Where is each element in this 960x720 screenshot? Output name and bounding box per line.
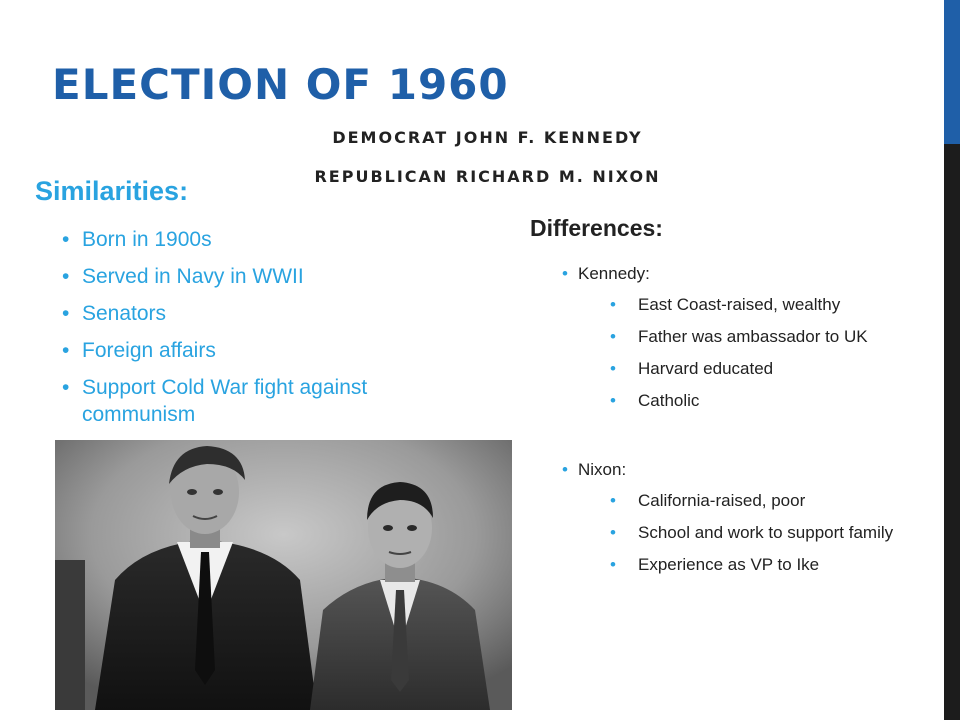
kennedy-differences bbox=[562, 262, 882, 422]
right-accent-bar-dark bbox=[944, 144, 960, 720]
bullet-icon: • bbox=[610, 327, 616, 346]
nixon-eye-left bbox=[383, 525, 393, 531]
bullet-icon: • bbox=[610, 491, 616, 510]
slide-title: ELECTION OF 1960 bbox=[52, 60, 509, 109]
kennedy-nixon-photo bbox=[55, 440, 512, 710]
list-item: • School and work to support family bbox=[610, 523, 894, 542]
kennedy-list bbox=[610, 294, 930, 412]
kennedy-eye-right bbox=[213, 489, 223, 495]
list-item: • Served in Navy in WWII bbox=[62, 265, 304, 288]
bullet-icon: • bbox=[610, 295, 616, 314]
list-item: • Experience as VP to Ike bbox=[610, 555, 820, 574]
bullet-icon: • bbox=[62, 265, 70, 288]
bullet-icon: • bbox=[62, 302, 70, 325]
subtitle-republican: REPUBLICAN RICHARD M. NIXON bbox=[314, 167, 661, 186]
subtitle-democrat: DEMOCRAT JOHN F. KENNEDY bbox=[332, 128, 643, 147]
list-item: • Senators bbox=[62, 302, 167, 325]
kennedy-eye-left bbox=[187, 489, 197, 495]
bullet-icon: • bbox=[62, 376, 70, 399]
list-item: • Harvard educated bbox=[610, 359, 774, 378]
bullet-icon: • bbox=[610, 555, 616, 574]
bullet-icon: • bbox=[610, 391, 616, 410]
right-accent-bar-blue bbox=[944, 0, 960, 144]
photo-left-edge bbox=[55, 560, 85, 710]
list-item: • Support Cold War fight against communism bbox=[62, 376, 368, 426]
bullet-icon: • bbox=[562, 460, 568, 479]
list-item: • Born in 1900s bbox=[62, 228, 212, 251]
nixon-differences bbox=[562, 458, 894, 586]
nixon-label: • Nixon: bbox=[562, 458, 882, 482]
similarities-heading: Similarities: bbox=[35, 176, 189, 206]
similarities-list bbox=[62, 226, 382, 438]
kennedy-label: • Kennedy: bbox=[562, 262, 882, 286]
bullet-icon: • bbox=[62, 339, 70, 362]
nixon-list bbox=[610, 490, 930, 576]
list-item: • Father was ambassador to UK bbox=[610, 327, 868, 346]
list-item: • Foreign affairs bbox=[62, 339, 216, 362]
differences-heading: Differences: bbox=[530, 215, 663, 241]
list-item: • East Coast-raised, wealthy bbox=[610, 295, 841, 314]
list-item: • Catholic bbox=[610, 391, 700, 410]
bullet-icon: • bbox=[610, 359, 616, 378]
bullet-icon: • bbox=[562, 264, 568, 283]
bullet-icon: • bbox=[610, 523, 616, 542]
nixon-eye-right bbox=[407, 525, 417, 531]
bullet-icon: • bbox=[62, 228, 70, 251]
list-item: • California-raised, poor bbox=[610, 491, 806, 510]
